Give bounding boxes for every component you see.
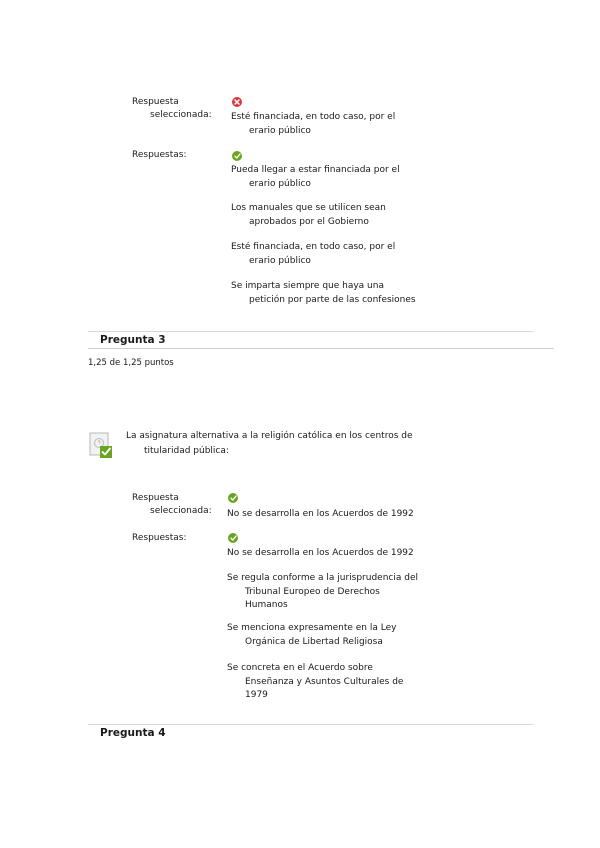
question-document-icon <box>89 432 111 454</box>
answer-option: Esté financiada, en todo caso, por el erario público <box>231 242 396 266</box>
divider <box>88 331 533 332</box>
selected-answer-label: Respuesta seleccionada: <box>132 493 212 516</box>
selected-answer-label: Respuesta seleccionada: <box>132 97 212 120</box>
question-title: Pregunta 4 <box>100 727 166 739</box>
answers-label: Respuestas: <box>132 150 187 160</box>
answer-option: No se desarrolla en los Acuerdos de 1992 <box>227 548 414 558</box>
question-points: 1,25 de 1,25 puntos <box>88 358 174 368</box>
answer-option: Los manuales que se utilicen sean aprobados por el Gobierno <box>231 203 386 227</box>
divider <box>88 724 533 725</box>
answer-option: Pueda llegar a estar financiada por el erario público <box>231 165 400 189</box>
answers-label: Respuestas: <box>132 533 187 543</box>
x-circle-icon <box>232 97 242 107</box>
divider <box>88 348 554 349</box>
selected-answer-text: No se desarrolla en los Acuerdos de 1992 <box>227 509 414 519</box>
question-text: La asignatura alternativa a la religión católica en los centros de titularidad pública: <box>126 431 413 456</box>
answer-option: Se menciona expresamente en la Ley Orgánica de Libertad Religiosa <box>227 623 397 647</box>
answer-option: Se regula conforme a la jurisprudencia del Tribunal Europeo de Derechos Humanos <box>227 573 418 610</box>
answer-option: Se concreta en el Acuerdo sobre Enseñanza y Asuntos Culturales de 1979 <box>227 663 404 700</box>
check-circle-icon <box>228 493 238 503</box>
check-circle-icon <box>232 151 242 161</box>
check-circle-icon <box>228 533 238 543</box>
answer-option: Se imparta siempre que haya una petición por parte de las confesiones <box>231 281 416 305</box>
question-title: Pregunta 3 <box>100 334 166 346</box>
selected-answer-text: Esté financiada, en todo caso, por el erario público <box>231 112 396 136</box>
